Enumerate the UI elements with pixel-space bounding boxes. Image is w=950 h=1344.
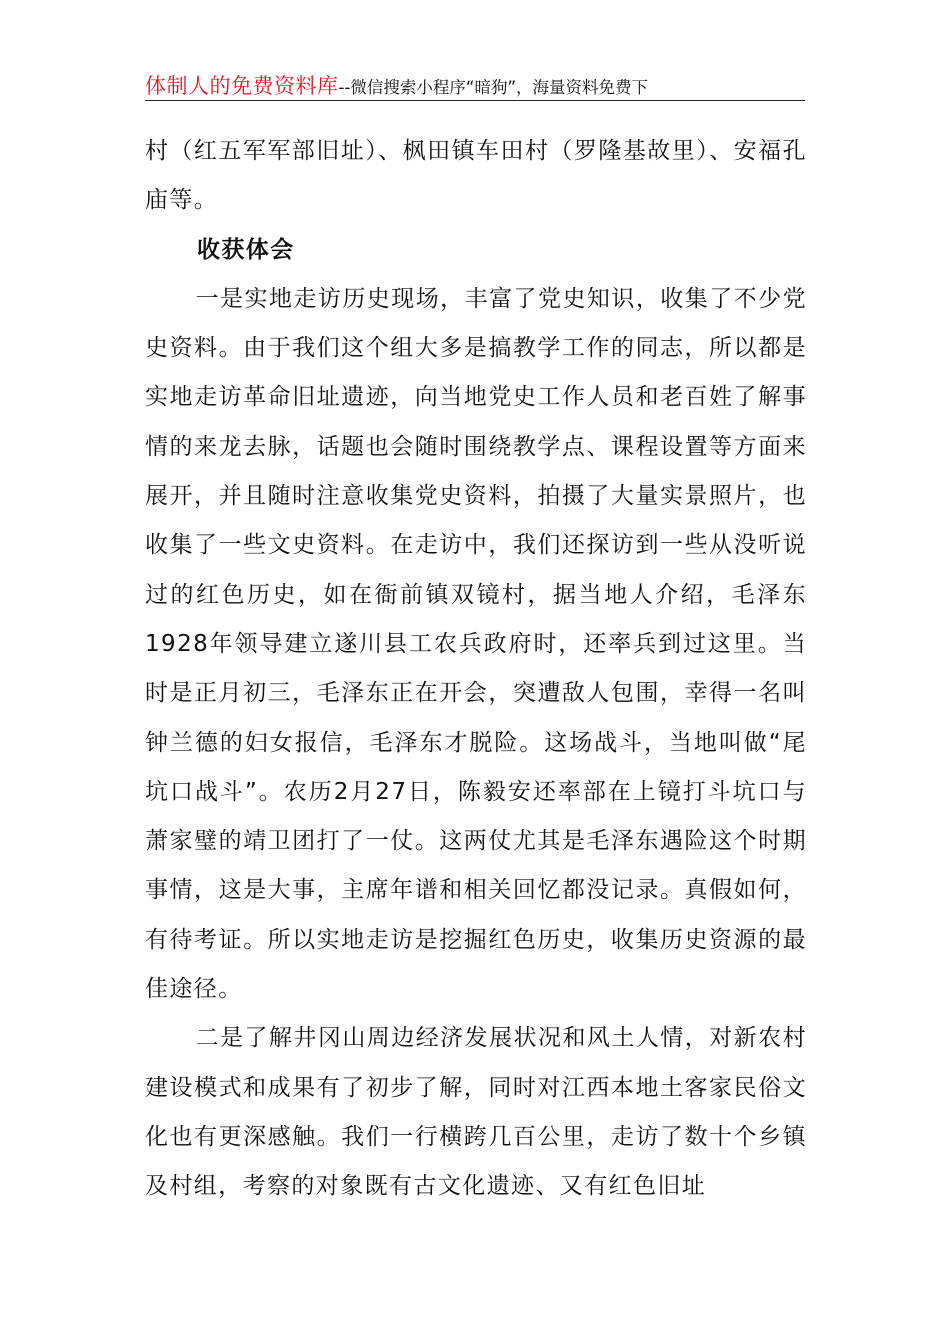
paragraph-1: 一是实地走访历史现场，丰富了党史知识，收集了不少党史资料。由于我们这个组大多是搞教学工作的同志，所以都是实地走访革命旧址遗迹，向当地党史工作人员和老百姓了解事情的来龙去脉，话题也会随时围绕教学点、课程设置等方面来展开，并且随时注意收集党史资料，拍摄了大量实景照片，也收集了一些文史资料。在走访中，我们还探访到一些从没听说过的红色历史，如在衙前镇双镜村，据当地人介绍，毛泽东1928年领导建立遂川县工农兵政府时，还率兵到过这里。当时是正月初三，毛泽东正在开会，突遭敌人包围，幸得一名叫钟兰德的妇女报信，毛泽东才脱险。这场战斗，当地叫做“尾坑口战斗”。农历2月27日，陈毅安还率部在上镜打斗坑口与萧家璧的靖卫团打了一仗。这两仗尤其是毛泽东遇险这个时期事情，这是大事，主席年谱和相关回忆都没记录。真假如何，有待考证。所以实地走访是挖掘红色历史，收集历史资源的最佳途径。 (145, 285, 807, 1003)
section-heading: 收获体会 (197, 236, 295, 263)
header-brand: 体制人的免费资料库 (145, 74, 339, 98)
header-tagline: --微信搜索小程序“暗狗”，海量资料免费下 (338, 78, 649, 97)
page-header (145, 70, 805, 101)
continuation-paragraph: 村（红五军军部旧址）、枫田镇车田村（罗隆基故里）、安福孔庙等。 (145, 138, 807, 214)
paragraph-2: 二是了解井冈山周边经济发展状况和风土人情，对新农村建设模式和成果有了初步了解，同时对江西本地土客家民俗文化也有更深感触。我们一行横跨几百公里，走访了数十个乡镇及村组，考察的对象既有古文化遗迹、又有红色旧址 (145, 1025, 807, 1200)
document-body (145, 127, 807, 1212)
